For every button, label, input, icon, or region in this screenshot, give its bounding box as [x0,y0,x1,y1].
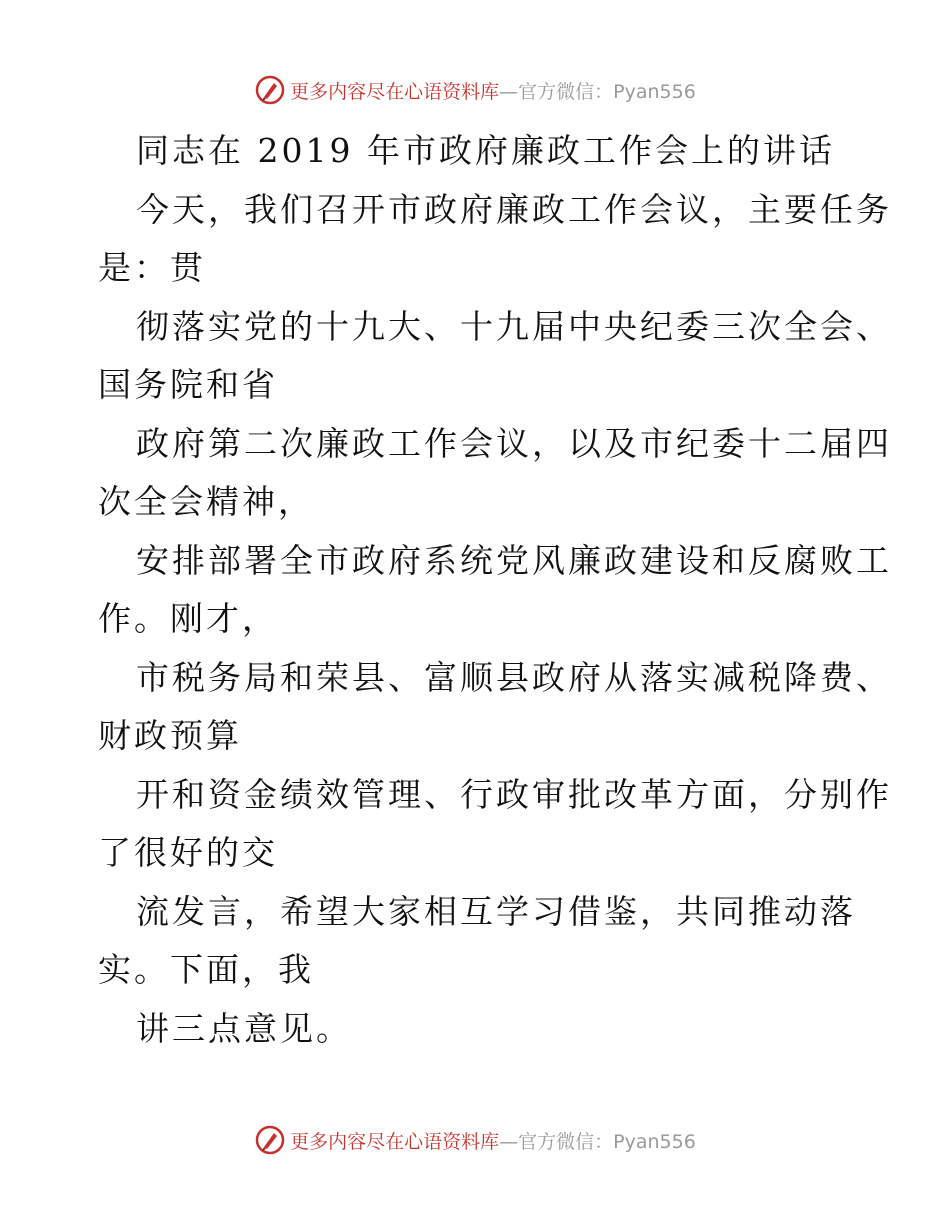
document-body [98,122,892,1058]
banner-text-red: 更多内容尽在心语资料库 [290,1130,500,1153]
banner-text-grey: —官方微信：Pyan556 [499,1130,696,1153]
banner-text [290,77,696,104]
footer-banner [0,1120,950,1160]
doc-line-8: 安排部署全市政府系统党风廉政建设和反腐败工 [136,540,892,580]
header-banner [0,70,950,110]
doc-line-15: 实。下面，我 [98,950,314,989]
banner-text-red: 更多内容尽在心语资料库 [290,80,500,103]
doc-line-3: 是：贯 [98,248,206,287]
doc-line-9: 作。刚才， [98,599,278,638]
doc-line-14: 流发言，希望大家相互学习借鉴，共同推动落 [136,891,856,931]
doc-line-7: 次全会精神， [98,482,314,521]
doc-line-11: 财政预算 [98,716,242,755]
doc-line-1: 同志在 2019 年市政府廉政工作会上的讲话 [136,131,835,170]
pen-logo-icon [254,1124,286,1156]
doc-line-10: 市税务局和荣县、富顺县政府从落实减税降费、 [136,657,892,697]
banner-text [290,1127,696,1154]
doc-line-13: 了很好的交 [98,833,278,872]
doc-line-4: 彻落实党的十九大、十九届中央纪委三次全会、 [136,306,892,346]
doc-line-6: 政府第二次廉政工作会议，以及市纪委十二届四 [136,423,892,463]
pen-logo-icon [254,74,286,106]
banner-text-grey: —官方微信：Pyan556 [499,80,696,103]
doc-line-5: 国务院和省 [98,365,278,404]
doc-line-2: 今天，我们召开市政府廉政工作会议，主要任务 [136,189,892,229]
doc-line-16: 讲三点意见。 [136,1008,352,1048]
doc-line-12: 开和资金绩效管理、行政审批改革方面，分别作 [136,774,892,814]
